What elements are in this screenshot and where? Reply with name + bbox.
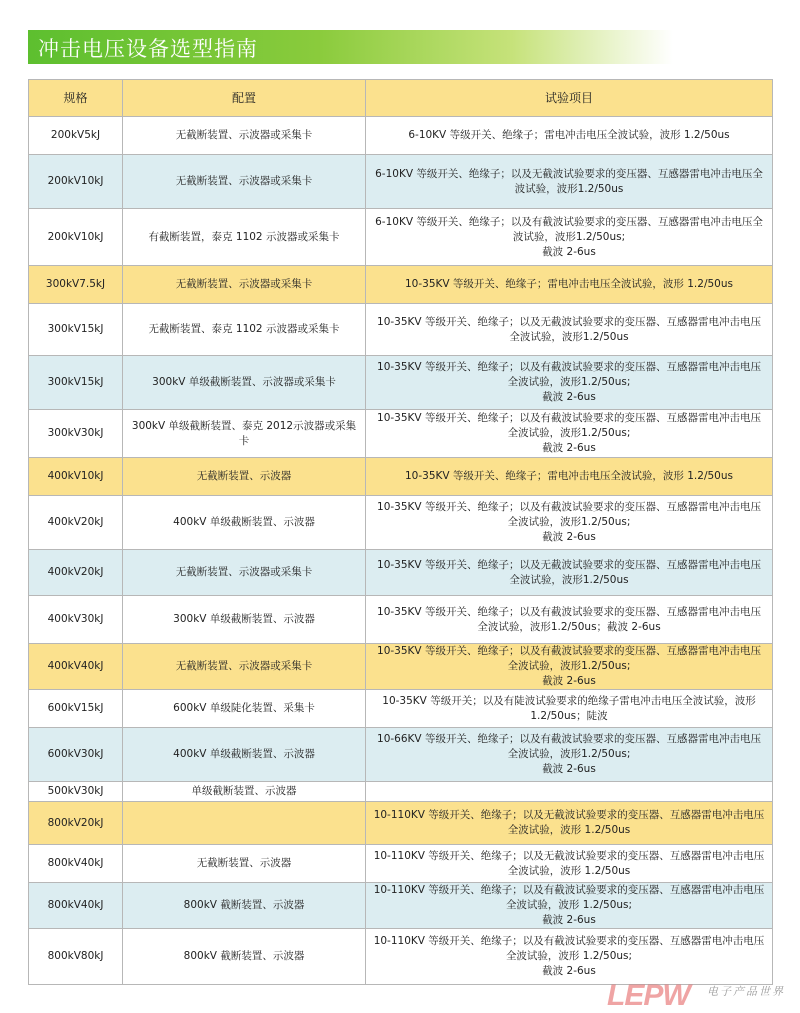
cell-spec: 400kV30kJ xyxy=(29,596,123,644)
cell-config: 400kV 单级截断装置、示波器 xyxy=(123,728,366,782)
watermark-sub: 电子产品世界 xyxy=(707,985,785,998)
cell-spec: 500kV30kJ xyxy=(29,782,123,802)
cell-config: 无截断装置、示波器或采集卡 xyxy=(123,266,366,304)
column-header-test: 试验项目 xyxy=(366,80,773,117)
table-row xyxy=(29,155,773,209)
table-row xyxy=(29,845,773,883)
table-row xyxy=(29,356,773,410)
table-row xyxy=(29,728,773,782)
table-row xyxy=(29,458,773,496)
table-row xyxy=(29,209,773,266)
cell-config: 无截断装置、示波器或采集卡 xyxy=(123,117,366,155)
cell-spec: 800kV40kJ xyxy=(29,883,123,929)
table-row xyxy=(29,410,773,458)
cell-config: 300kV 单级截断装置、示波器 xyxy=(123,596,366,644)
cell-test: 10-35KV 等级开关、绝缘子；以及无截波试验要求的变压器、互感器雷电冲击电压全波试验，波形1.2/50us xyxy=(366,304,773,356)
cell-config: 有截断装置，泰克 1102 示波器或采集卡 xyxy=(123,209,366,266)
cell-spec: 600kV15kJ xyxy=(29,690,123,728)
column-header-spec: 规格 xyxy=(29,80,123,117)
table-row xyxy=(29,550,773,596)
cell-test: 10-35KV 等级开关、绝缘子；以及有截波试验要求的变压器、互感器雷电冲击电压全波试验，波形1.2/50us; 截波 2-6us xyxy=(366,644,773,690)
cell-test: 10-35KV 等级开关、绝缘子；以及有截波试验要求的变压器、互感器雷电冲击电压全波试验，波形1.2/50us；截波 2-6us xyxy=(366,596,773,644)
cell-config: 无截断装置、示波器或采集卡 xyxy=(123,550,366,596)
cell-spec: 300kV15kJ xyxy=(29,304,123,356)
cell-spec: 600kV30kJ xyxy=(29,728,123,782)
cell-spec: 800kV20kJ xyxy=(29,802,123,845)
page-title: 冲击电压设备选型指南 xyxy=(38,37,258,61)
cell-spec: 300kV15kJ xyxy=(29,356,123,410)
cell-config: 800kV 截断装置、示波器 xyxy=(123,929,366,985)
cell-spec: 400kV20kJ xyxy=(29,550,123,596)
cell-spec: 300kV7.5kJ xyxy=(29,266,123,304)
cell-spec: 200kV10kJ xyxy=(29,209,123,266)
cell-config: 无截断装置、泰克 1102 示波器或采集卡 xyxy=(123,304,366,356)
title-banner xyxy=(28,30,673,64)
table-row xyxy=(29,304,773,356)
table-row xyxy=(29,782,773,802)
cell-test: 6-10KV 等级开关、绝缘子；雷电冲击电压全波试验，波形 1.2/50us xyxy=(366,117,773,155)
cell-spec: 300kV30kJ xyxy=(29,410,123,458)
cell-test: 10-35KV 等级开关、绝缘子；以及有截波试验要求的变压器、互感器雷电冲击电压全波试验，波形1.2/50us; 截波 2-6us xyxy=(366,356,773,410)
cell-spec: 800kV40kJ xyxy=(29,845,123,883)
cell-config: 无截断装置、示波器或采集卡 xyxy=(123,155,366,209)
watermark-logo xyxy=(607,979,785,1012)
cell-test: 10-35KV 等级开关、绝缘子；雷电冲击电压全波试验，波形 1.2/50us xyxy=(366,458,773,496)
cell-spec: 200kV10kJ xyxy=(29,155,123,209)
cell-config xyxy=(123,802,366,845)
cell-test: 6-10KV 等级开关、绝缘子；以及无截波试验要求的变压器、互感器雷电冲击电压全波试验，波形1.2/50us xyxy=(366,155,773,209)
cell-config: 800kV 截断装置、示波器 xyxy=(123,883,366,929)
cell-test xyxy=(366,782,773,802)
cell-test: 10-110KV 等级开关、绝缘子；以及有截波试验要求的变压器、互感器雷电冲击电压全波试验，波形 1.2/50us; 截波 2-6us xyxy=(366,929,773,985)
cell-test: 10-35KV 等级开关、绝缘子；以及有截波试验要求的变压器、互感器雷电冲击电压全波试验，波形1.2/50us; 截波 2-6us xyxy=(366,496,773,550)
cell-config: 400kV 单级截断装置、示波器 xyxy=(123,496,366,550)
cell-test: 10-66KV 等级开关、绝缘子；以及有截波试验要求的变压器、互感器雷电冲击电压全波试验，波形1.2/50us; 截波 2-6us xyxy=(366,728,773,782)
table-header-row xyxy=(29,80,773,117)
cell-test: 6-10KV 等级开关、绝缘子；以及有截波试验要求的变压器、互感器雷电冲击电压全波试验，波形1.2/50us; 截波 2-6us xyxy=(366,209,773,266)
cell-test: 10-110KV 等级开关、绝缘子；以及无截波试验要求的变压器、互感器雷电冲击电压全波试验，波形 1.2/50us xyxy=(366,845,773,883)
cell-config: 无截断装置、示波器 xyxy=(123,458,366,496)
cell-config: 单级截断装置、示波器 xyxy=(123,782,366,802)
cell-spec: 400kV20kJ xyxy=(29,496,123,550)
watermark-main: LEPW xyxy=(607,979,690,1012)
cell-config: 600kV 单级陡化装置、采集卡 xyxy=(123,690,366,728)
column-header-config: 配置 xyxy=(123,80,366,117)
spec-table xyxy=(28,79,773,985)
cell-spec: 800kV80kJ xyxy=(29,929,123,985)
cell-test: 10-35KV 等级开关、绝缘子；以及有截波试验要求的变压器、互感器雷电冲击电压全波试验，波形1.2/50us; 截波 2-6us xyxy=(366,410,773,458)
table-row xyxy=(29,929,773,985)
table-row xyxy=(29,266,773,304)
cell-test: 10-35KV 等级开关、绝缘子；以及无截波试验要求的变压器、互感器雷电冲击电压全波试验，波形1.2/50us xyxy=(366,550,773,596)
cell-spec: 400kV10kJ xyxy=(29,458,123,496)
cell-test: 10-110KV 等级开关、绝缘子；以及无截波试验要求的变压器、互感器雷电冲击电压全波试验，波形 1.2/50us xyxy=(366,802,773,845)
cell-config: 300kV 单级截断装置、示波器或采集卡 xyxy=(123,356,366,410)
table-row xyxy=(29,883,773,929)
cell-config: 无截断装置、示波器 xyxy=(123,845,366,883)
table-row xyxy=(29,596,773,644)
cell-test: 10-35KV 等级开关、绝缘子；雷电冲击电压全波试验，波形 1.2/50us xyxy=(366,266,773,304)
table-row xyxy=(29,496,773,550)
cell-test: 10-110KV 等级开关、绝缘子；以及有截波试验要求的变压器、互感器雷电冲击电压全波试验，波形 1.2/50us; 截波 2-6us xyxy=(366,883,773,929)
cell-spec: 200kV5kJ xyxy=(29,117,123,155)
table-row xyxy=(29,117,773,155)
cell-config: 无截断装置、示波器或采集卡 xyxy=(123,644,366,690)
cell-config: 300kV 单级截断装置、泰克 2012示波器或采集卡 xyxy=(123,410,366,458)
cell-test: 10-35KV 等级开关；以及有陡波试验要求的绝缘子雷电冲击电压全波试验，波形1.2/50us；陡波 xyxy=(366,690,773,728)
table-row xyxy=(29,644,773,690)
table-row xyxy=(29,802,773,845)
table-row xyxy=(29,690,773,728)
cell-spec: 400kV40kJ xyxy=(29,644,123,690)
